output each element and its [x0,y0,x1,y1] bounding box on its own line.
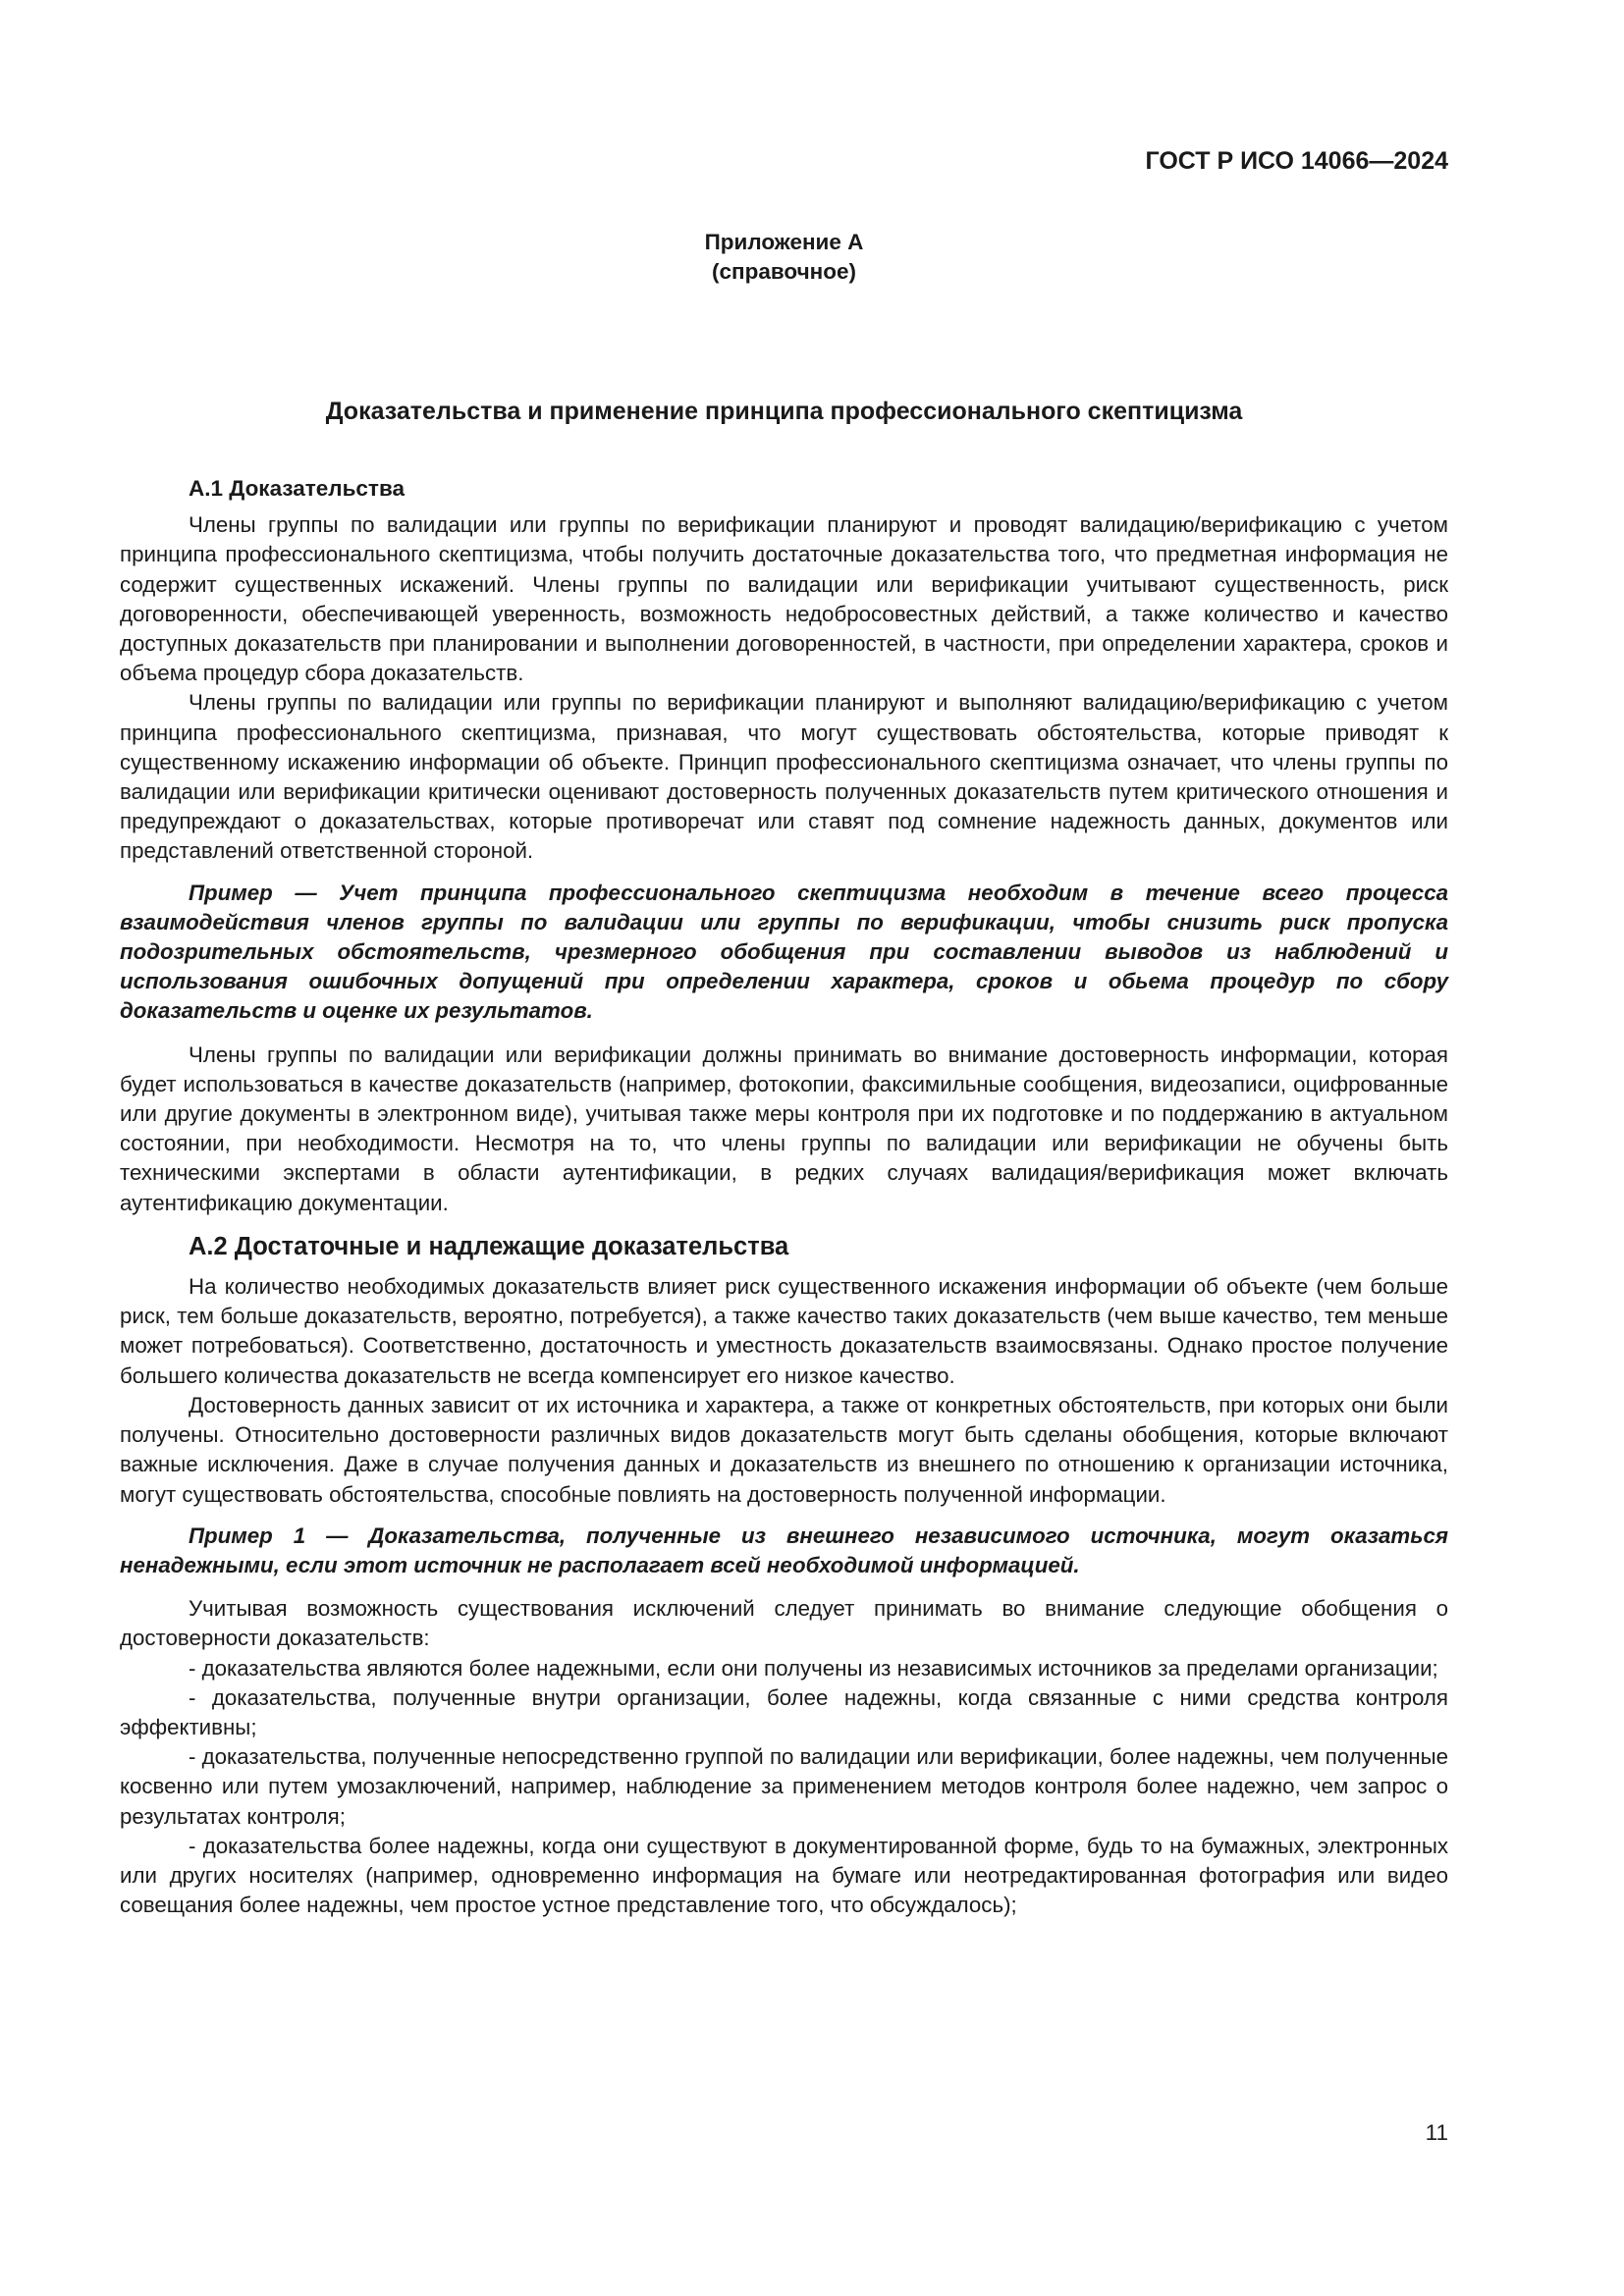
list-item: - доказательства более надежны, когда они существуют в документированной форме, будь то на бумажных, электронных или других носителях (например, одновременно информация на бумаге или неотредактированная фотография или видео совещания более надежны, чем простое устное представление того, что обсуждалось); [120,1833,1448,1918]
example-paragraph: Пример — Учет принципа профессионального скептицизма необходим в течение всего процесса взаимодействия членов группы по валидации или группы по верификации, чтобы снизить риск пропуска подозрительных обстоятельств, чрезмерного обобщения при составлении выводов из наблюдений и использования ошибочных допущений при определении характера, сроков и обьема процедур по сбору доказательств и оценке их результатов. [120,880,1448,1024]
appendix-label: Приложение А [704,230,864,254]
section-a1-heading: А.1 Доказательства [189,476,406,501]
example-paragraph: Пример 1 — Доказательства, полученные из внешнего независимого источника, могут оказаться ненадежными, если этот источник не располагает всей необходимой информацией. [120,1522,1448,1577]
paragraph: Учитывая возможность существования исключений следует принимать во внимание следующие обобщения о достоверности доказательств: [120,1596,1448,1651]
paragraph: Члены группы по валидации или верификации должны принимать во внимание достоверность информации, которая будет использоваться в качестве доказательств (например, фотокопии, факсимильные сообщения, видеозаписи, оцифрованные или другие документы в электронном виде), учитывая также меры контроля при их подготовке и по поддержанию в актуальном состоянии, при необходимости. Несмотря на то, что члены группы по валидации или верификации не обучены быть техническими экспертами в области аутентификации, в редких случаях валидация/верификация может включать аутентификацию документации. [120,1041,1448,1215]
list-item: - доказательства, полученные непосредственно группой по валидации или верификации, более надежны, чем полученные косвенно или путем умозаключений, например, наблюдение за применением методов контроля более надежно, чем запрос о результатах контроля; [120,1744,1448,1829]
paragraph: Члены группы по валидации или группы по верификации планируют и выполняют валидацию/верификацию с учетом принципа профессионального скептицизма, признавая, что могут существовать обстоятельства, которые приводят к существенному искажению информации об объекте. Принцип профессионального скептицизма означает, что члены группы по валидации или верификации критически оценивают достоверность полученных доказательств путем критического отношения и предупреждают о доказательствах, которые противоречат или ставят под сомнение надежность данных, документов или представлений ответственной стороной. [120,690,1448,864]
paragraph: На количество необходимых доказательств влияет риск существенного искажения информации об объекте (чем больше риск, тем больше доказательств, вероятно, потребуется), а также качество таких доказательств (чем выше качество, тем меньше может потребоваться). Соответственно, достаточность и уместность доказательств взаимосвязаны. Однако простое получение большего количества доказательств не всегда компенсирует его низкое качество. [120,1274,1448,1388]
appendix-heading [120,228,1448,287]
section-a2-heading: А.2 Достаточные и надлежащие доказательства [189,1232,789,1260]
document-body [120,474,1448,1920]
page-number: 11 [1425,2120,1448,2145]
paragraph: Члены группы по валидации или группы по верификации планируют и проводят валидацию/верификацию с учетом принципа профессионального скептицизма, чтобы получить достаточные доказательства того, что предметная информация не содержит существенных искажений. Члены группы по валидации или верификации учитывают существенность, риск договоренности, обеспечивающей уверенность, возможность недобросовестных действий, а также количество и качество доступных доказательств при планировании и выполнении договоренностей, в частности, при определении характера, сроков и объема процедур сбора доказательств. [120,512,1448,686]
document-page [120,0,1448,2296]
paragraph: Достоверность данных зависит от их источника и характера, а также от конкретных обстоятельств, при которых они были получены. Относительно достоверности различных видов доказательств могут быть сделаны обобщения, которые включают важные исключения. Даже в случае получения данных и доказательств из внешнего по отношению к организации источника, могут существовать обстоятельства, способные повлиять на достоверность полученной информации. [120,1392,1448,1507]
standard-designation: ГОСТ Р ИСО 14066—2024 [1145,147,1448,175]
list-item: - доказательства являются более надежными, если они получены из независимых источников за пределами организации; [189,1655,1438,1681]
appendix-title: Доказательства и применение принципа профессионального скептицизма [325,398,1243,425]
list-item: - доказательства, полученные внутри организации, более надежны, когда связанные с ними средства контроля эффективны; [120,1684,1448,1739]
appendix-type: (справочное) [712,259,856,284]
